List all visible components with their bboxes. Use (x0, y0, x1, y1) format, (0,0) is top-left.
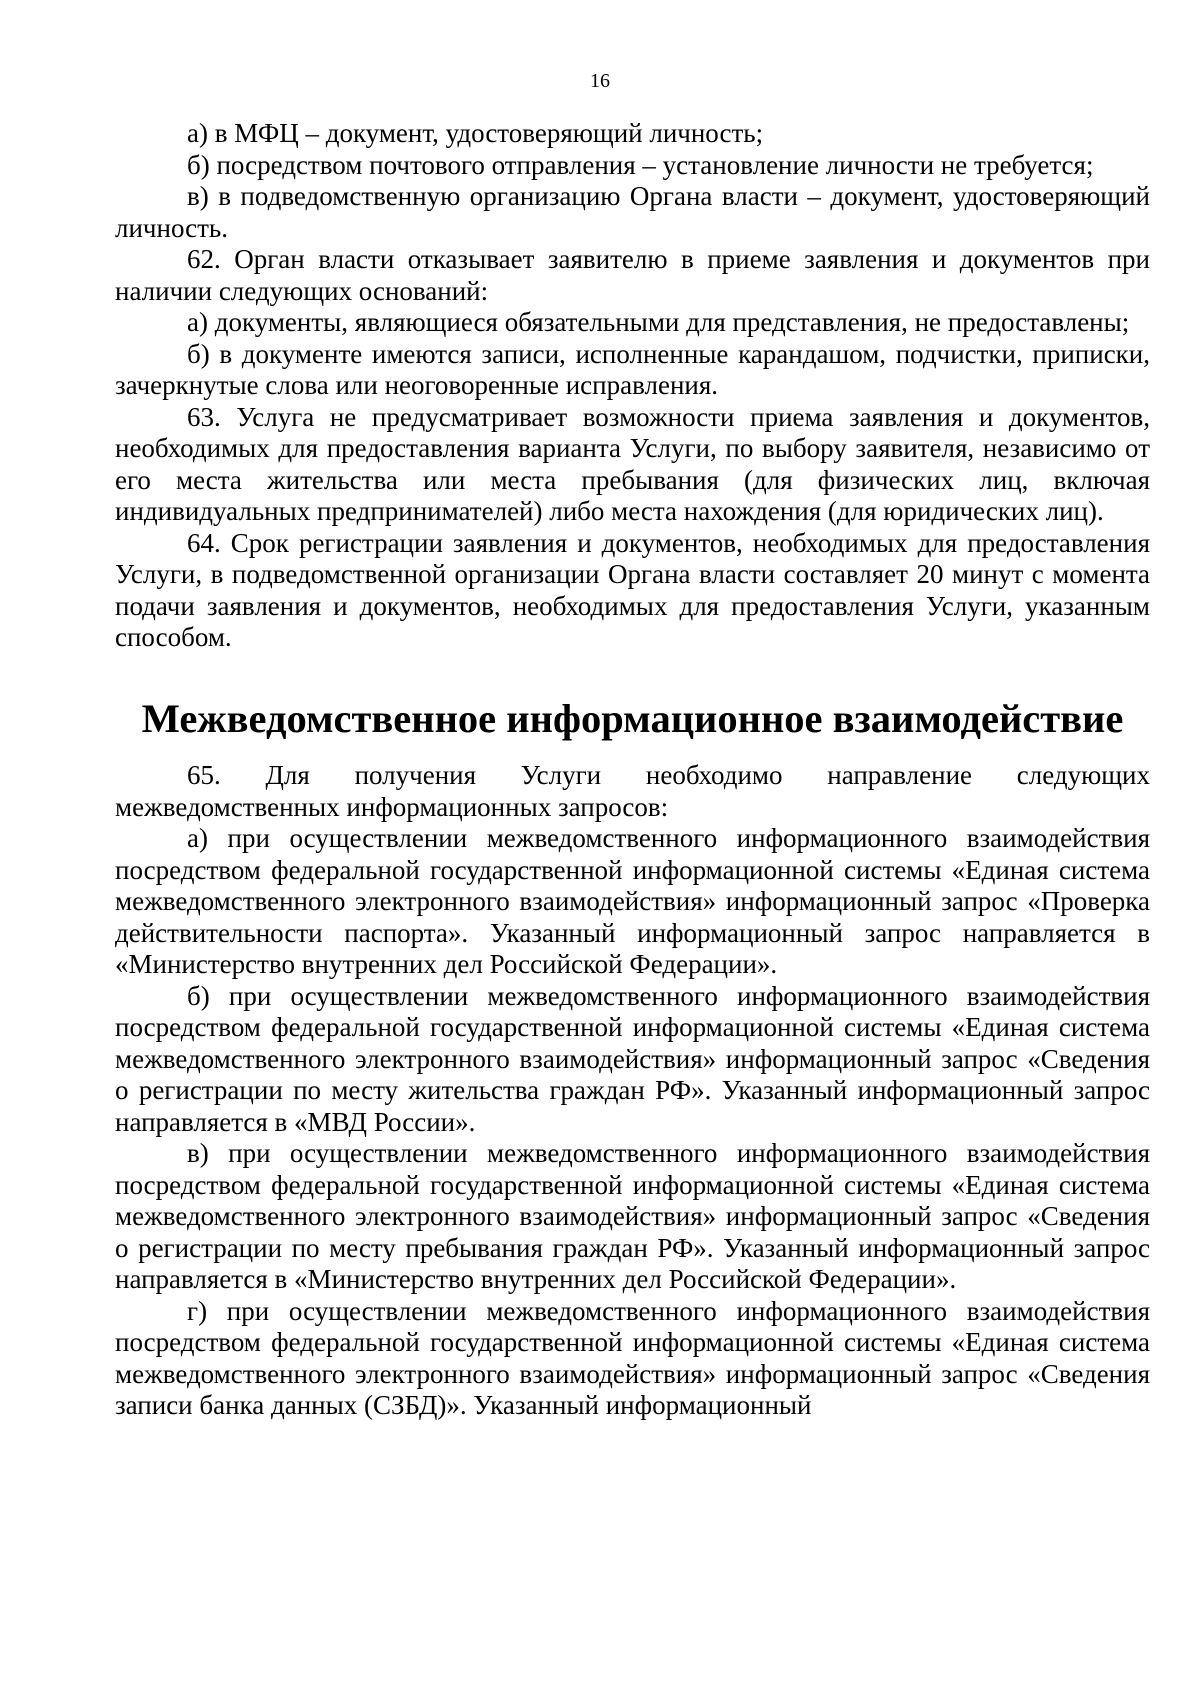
paragraph: а) при осуществлении межведомственного информационного взаимодействия посредством федеральной государственной информационной системы «Единая система межведомственного электронного взаимодействия» информационный запрос «Проверка действительности паспорта». Указанный информационный запрос направляется в «Министерство внутренних дел Российской Федерации». (115, 823, 1150, 979)
page-number: 16 (590, 70, 610, 92)
paragraph: а) документы, являющиеся обязательными для представления, не предоставлены; (187, 307, 1130, 337)
paragraph: 65. Для получения Услуги необходимо направление следующих межведомственных информационных запросов: (115, 760, 1150, 822)
paragraph: б) в документе имеются записи, исполненные карандашом, подчистки, приписки, зачеркнутые слова или неоговоренные исправления. (115, 338, 1150, 400)
paragraph: в) при осуществлении межведомственного информационного взаимодействия посредством федеральной государственной информационной системы «Единая система межведомственного электронного взаимодействия» информационный запрос «Сведения о регистрации по месту пребывания граждан РФ». Указанный информационный запрос направляется в «Министерство внутренних дел Российской Федерации». (115, 1138, 1150, 1294)
document-body (115, 118, 1150, 1422)
paragraph: 64. Срок регистрации заявления и документов, необходимых для предоставления Услуги, в подведомственной организации Органа власти составляет 20 минут с момента подачи заявления и документов, необходимых для предоставления Услуги, указанным способом. (115, 527, 1150, 652)
paragraph: 62. Орган власти отказывает заявителю в приеме заявления и документов при наличии следующих оснований: (115, 244, 1150, 306)
paragraph: а) в МФЦ – документ, удостоверяющий личность; (187, 118, 764, 148)
paragraph: 63. Услуга не предусматривает возможности приема заявления и документов, необходимых для предоставления варианта Услуги, по выбору заявителя, независимо от его места жительства или места пребывания (для физических лиц, включая индивидуальных предпринимателей) либо места нахождения (для юридических лиц). (115, 401, 1150, 526)
paragraph: б) посредством почтового отправления – установление личности не требуется; (187, 149, 1094, 180)
paragraph: в) в подведомственную организацию Органа власти – документ, удостоверяющий личность. (115, 181, 1150, 243)
section-heading: Межведомственное информационное взаимодействие (141, 695, 1124, 741)
paragraph: г) при осуществлении межведомственного информационного взаимодействия посредством федеральной государственной информационной системы «Единая система межведомственного электронного взаимодействия» информационный запрос «Сведения записи банка данных (СЗБД)». Указанный информационный (115, 1295, 1150, 1420)
paragraph: б) при осуществлении межведомственного информационного взаимодействия посредством федеральной государственной информационной системы «Единая система межведомственного электронного взаимодействия» информационный запрос «Сведения о регистрации по месту жительства граждан РФ». Указанный информационный запрос направляется в «МВД России». (115, 980, 1150, 1137)
